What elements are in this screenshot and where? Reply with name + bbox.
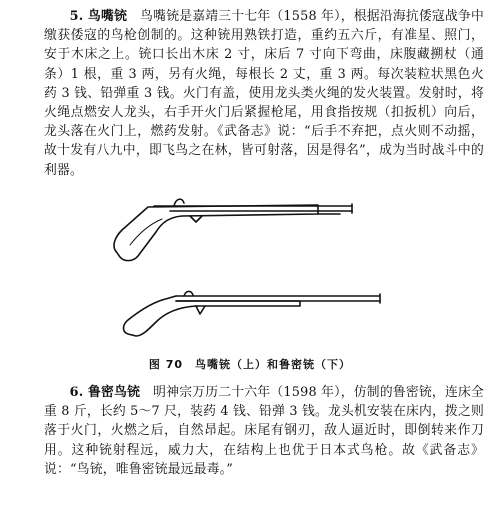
section-6-heading: 6. 鲁密鸟铳 [69, 385, 141, 400]
section-6-body: 明神宗万历二十六年（1598 年），仿制的鲁密铳，连床全重 8 斤，长约 5～7 尺，装药 4 钱、铅弹 3 钱。龙头机安装在床内，拨之则落于火门，火燃之后，自然昂起。床尾有钢刃，敌人逼近时，即倒转来作刀用。这种铳射程远，威力大，在结构上也优于日本式鸟枪。故《武备志》说：“鸟铳，唯鲁密铳最远最毒。” [44, 385, 484, 477]
rumi-musket-drawing [124, 291, 381, 336]
bird-beak-musket-drawing [114, 199, 352, 260]
figure-caption: 图 70 鸟嘴铳（上）和鲁密铳（下） [148, 358, 352, 371]
section-5-body: 鸟嘴铳是嘉靖三十七年（1558 年），根据沿海抗倭寇战争中缴获倭寇的鸟枪创制的。这种铳用熟铁打造，重约五六斤，有准星、照门，安于木床之上。铳口长出木床 2 寸，床后 7 寸向下弯曲，床腹藏搠杖（通条）1 根，重 3 两，另有火绳，每根长 2 丈，重 3 两。每次装粒状黑色火药 3 钱、铅弹重 3 钱。火门有盖，使用龙头类火绳的发火装置。发射时，将火绳点燃安人龙头，右手开火门后紧握枪尾，用食指按规（扣扳机）向后，龙头落在火门上，燃药发射。《武备志》说：“后手不弃把，点火则不动摇，故十发有八九中，即飞鸟之在林，皆可射落，因是得名”，成为当时战斗中的利器。 [44, 9, 485, 178]
section-5-paragraph [44, 7, 484, 180]
section-5-heading: 5. 鸟嘴铳 [69, 9, 128, 24]
section-6-paragraph [44, 383, 484, 479]
